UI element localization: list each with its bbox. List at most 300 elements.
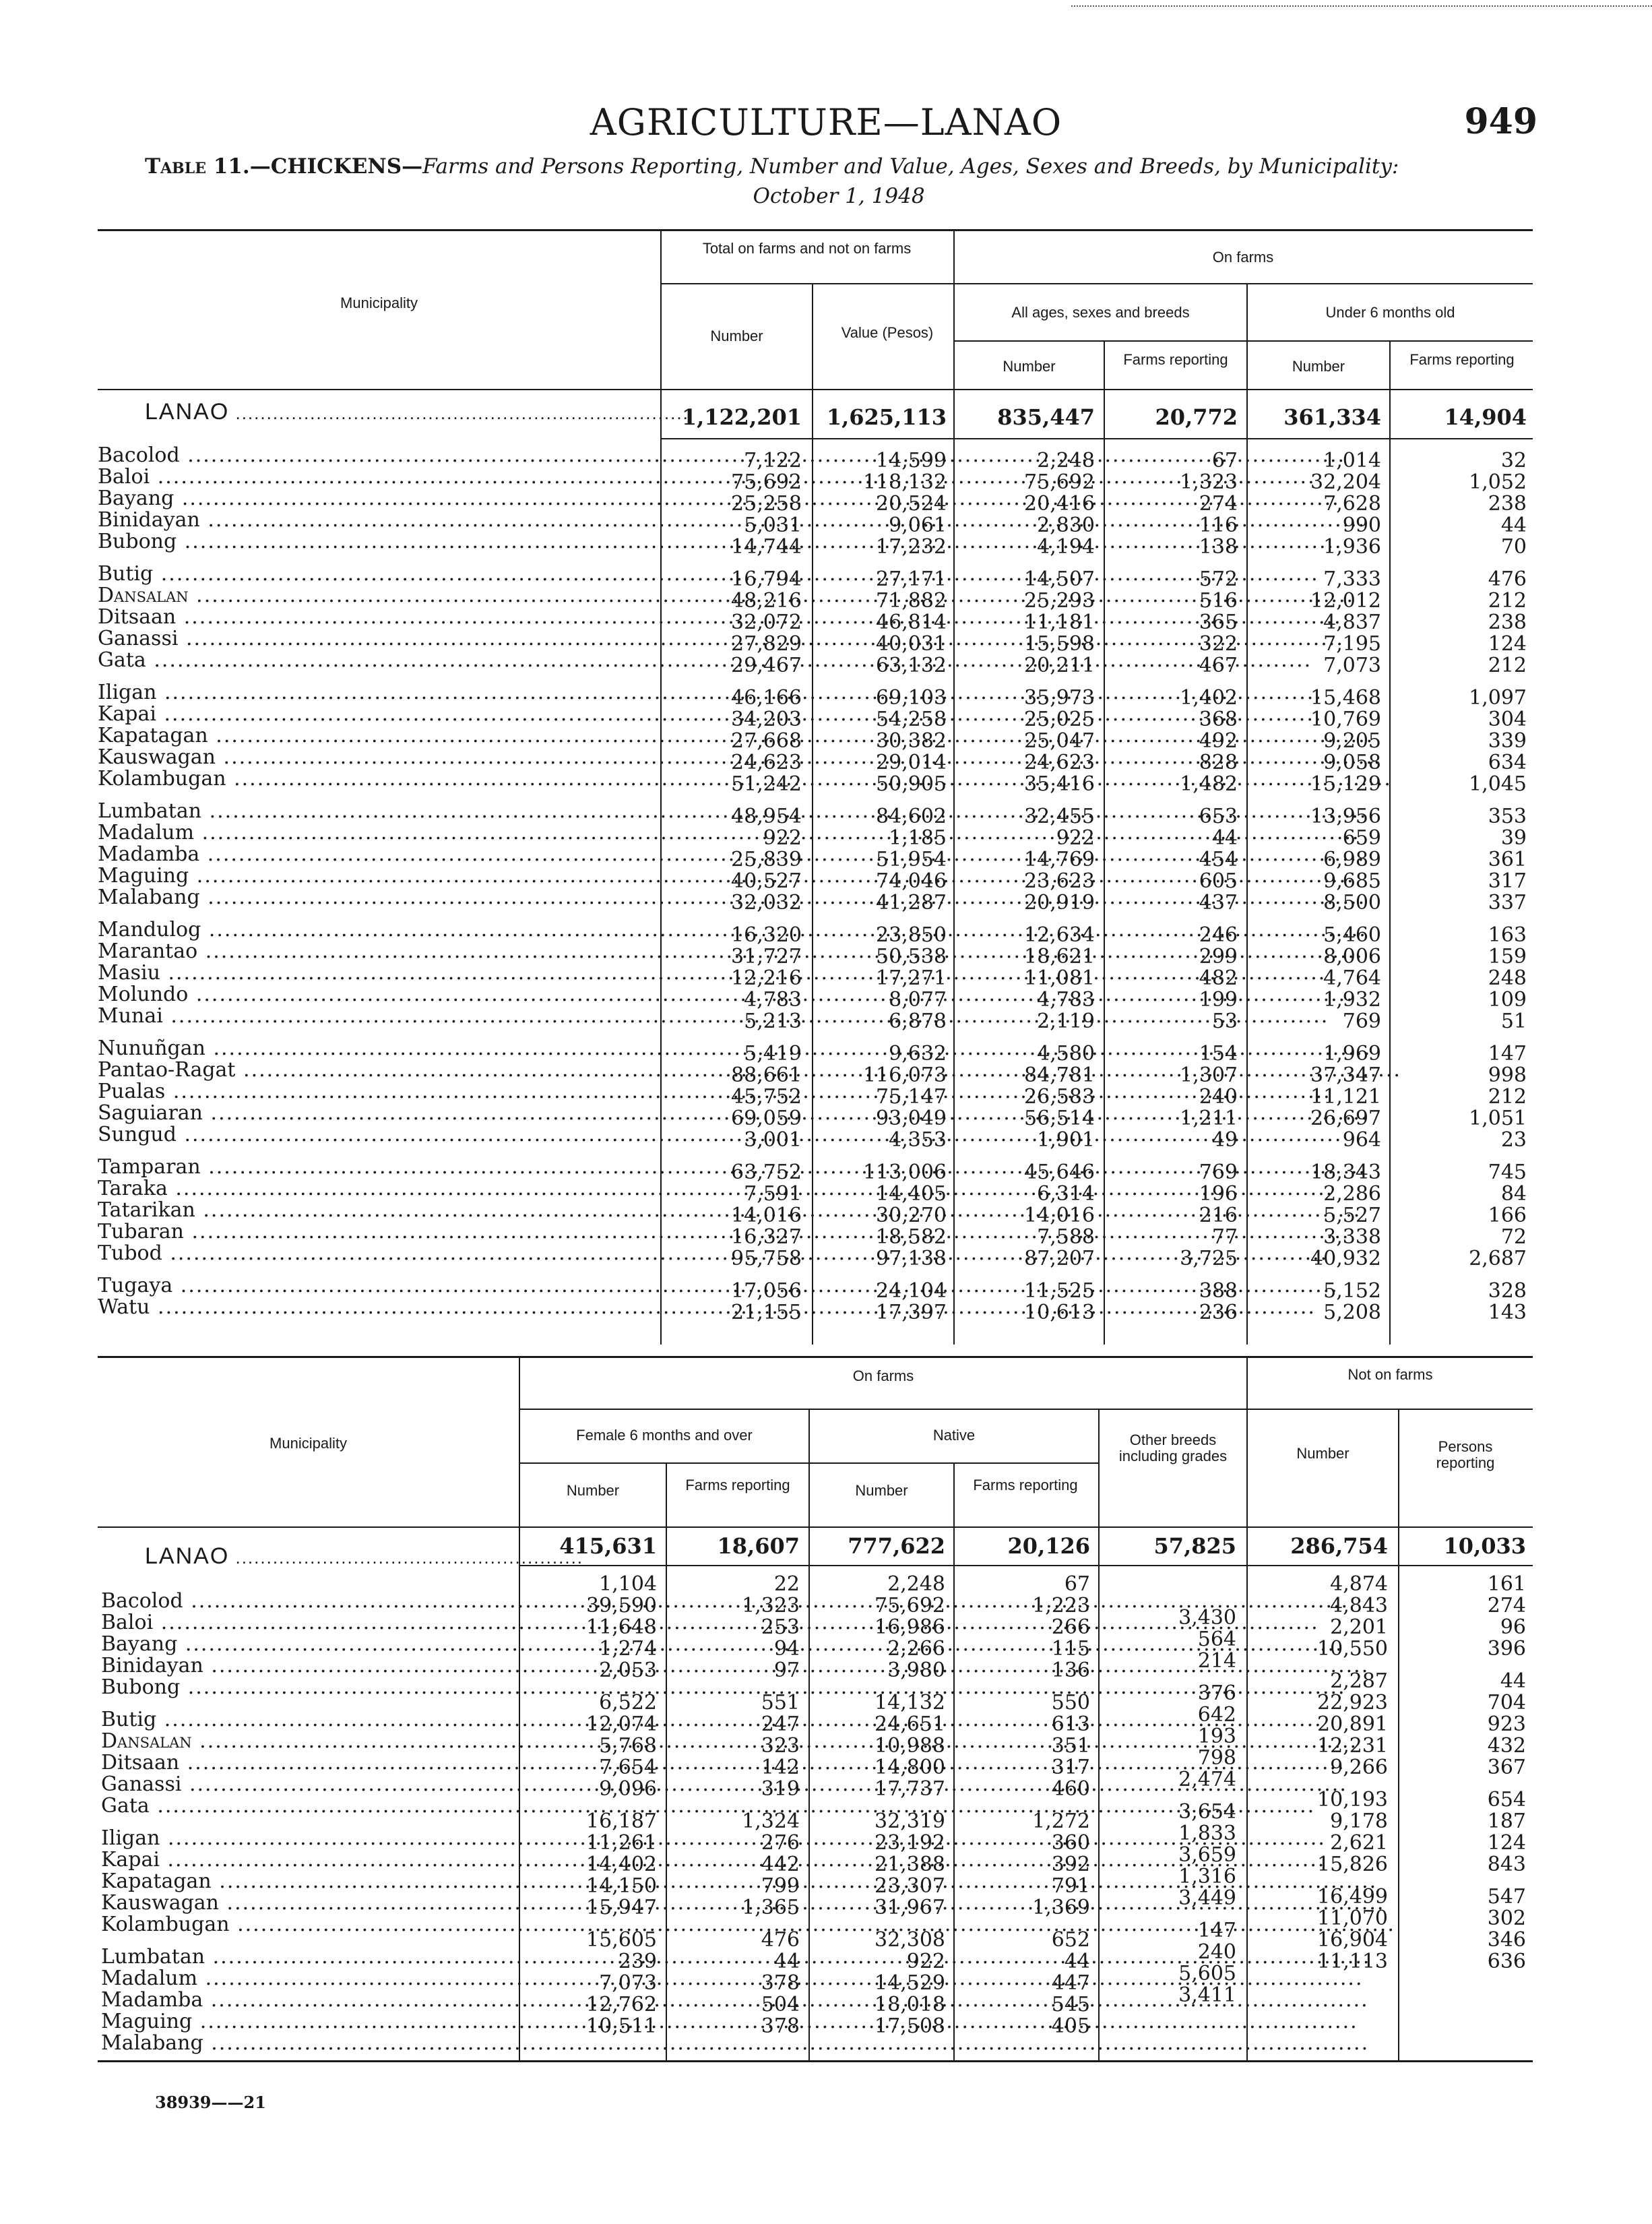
cell-value: 922 [1056,826,1095,850]
municipality-name: Marantao ..... [98,941,657,962]
cell-value: 32 [1500,449,1527,472]
cell-value: 15,468 [1310,686,1381,710]
cell-value: 4,874 [1330,1572,1388,1596]
municipality-name: Dansalan ..... [98,585,657,607]
cell-value: 317 [1488,869,1527,893]
cell-value: 6,878 [889,1010,947,1033]
cell-value: 16,187 [586,1810,657,1833]
cell-value: 6,989 [1323,848,1381,871]
cell-value: 798 [1197,1746,1236,1770]
cell-value: 9,178 [1330,1810,1388,1833]
t2-col-other-breeds [1102,1607,1236,2006]
t2-header-persons: Persons reporting [1436,1438,1495,1471]
cell-value: 15,826 [1317,1853,1388,1876]
cell-value: 365 [1199,611,1238,634]
cell-value: 214 [1197,1649,1236,1673]
t2-province: LANAO ........................................................ [145,1543,584,1569]
cell-value: 32,319 [875,1810,945,1833]
cell-value: 14,016 [731,1204,802,1227]
municipality-name: Tubaran ..... [98,1221,657,1243]
cell-value: 69,103 [876,686,947,710]
cell-value: 2,621 [1330,1831,1388,1855]
cell-value: 274 [1487,1594,1526,1617]
cell-value: 360 [1051,1831,1090,1855]
cell-value: 5,605 [1178,1962,1236,1985]
cell-value: 96 [1500,1615,1526,1639]
cell-value: 67 [1064,1572,1090,1596]
cell-value: 5,419 [744,1042,802,1065]
cell-value: 9,685 [1323,869,1381,893]
t1-total-value: 1,625,113 [826,404,947,430]
cell-value: 704 [1487,1691,1526,1715]
cell-value: 12,231 [1317,1734,1388,1758]
t1-header-total: Total on farms and not on farms [702,240,912,257]
cell-value: 44 [1211,826,1238,850]
cell-value: 322 [1199,632,1238,656]
cell-value: 1,932 [1323,988,1381,1012]
cell-value: 15,605 [586,1928,657,1952]
cell-value: 14,800 [875,1756,945,1779]
cell-value: 35,416 [1024,772,1095,796]
cell-value: 3,659 [1178,1843,1236,1867]
cell-value: 3,449 [1178,1886,1236,1910]
cell-value: 367 [1487,1756,1526,1779]
cell-value: 75,147 [876,1085,947,1109]
cell-value: 40,031 [876,632,947,656]
t1-province: LANAO ......................................................................... [145,399,689,425]
cell-value: 17,271 [876,966,947,990]
cell-value: 653 [1199,805,1238,828]
cell-value: 10,511 [586,2014,657,2038]
cell-value: 136 [1051,1659,1090,1682]
cell-value: 745 [1488,1161,1527,1184]
t2-total-native-number: 777,622 [848,1533,945,1559]
cell-value: 45,752 [731,1085,802,1109]
cell-value: 4,783 [744,988,802,1012]
cell-value: 3,654 [1178,1800,1236,1824]
cell-value: 24,651 [875,1712,945,1736]
t1-col-total-number [664,450,802,1324]
cell-value: 2,248 [1037,449,1095,472]
municipality-name: Bayang ..... [101,1634,512,1655]
cell-value: 56,514 [1024,1107,1095,1130]
cell-value: 199 [1199,988,1238,1012]
cell-value: 460 [1051,1777,1090,1801]
municipality-name: Madamba ..... [101,1989,512,2011]
cell-value: 24,623 [731,751,802,774]
cell-value: 799 [761,1874,800,1898]
cell-value: 116 [1199,514,1238,537]
cell-value: 13,956 [1310,805,1381,828]
t1-top-rule [98,229,1533,231]
cell-value: 30,382 [876,729,947,753]
caption-lead: Table 11.—CHICKENS— [145,154,423,179]
cell-value: 124 [1487,1831,1526,1855]
cell-value: 159 [1488,945,1527,968]
top-dotted-rule [1071,5,1652,7]
cell-value: 828 [1199,751,1238,774]
cell-value: 48,216 [731,589,802,613]
cell-value: 1,211 [1180,1107,1238,1130]
cell-value: 23 [1500,1128,1527,1152]
cell-value: 2,687 [1469,1247,1527,1270]
cell-value: 467 [1199,654,1238,677]
cell-value: 990 [1342,514,1381,537]
t2-col-female-number [522,1574,657,2037]
t2-col-notfarm-persons [1401,1574,1526,1973]
t1-header-on-farms: On farms [1212,249,1274,266]
t2-header-female-number: Number [566,1482,620,1499]
cell-value: 482 [1199,966,1238,990]
cell-value: 5,031 [744,514,802,537]
cell-value: 1,369 [1032,1896,1090,1919]
cell-value: 41,287 [876,891,947,915]
cell-value: 3,001 [744,1128,802,1152]
cell-value: 113,006 [862,1161,947,1184]
cell-value: 17,232 [876,535,947,559]
cell-value: 39 [1500,826,1527,850]
t1-col-all-number [957,450,1095,1324]
t2-header-native: Native [932,1427,976,1444]
cell-value: 115 [1051,1637,1090,1661]
t1-total-under6-farms: 14,904 [1444,404,1527,430]
cell-value: 37,347 [1310,1063,1381,1087]
cell-value: 23,623 [1024,869,1095,893]
cell-value: 14,150 [586,1874,657,1898]
cell-value: 7,073 [1323,654,1381,677]
cell-value: 17,056 [731,1279,802,1303]
cell-value: 20,891 [1317,1712,1388,1736]
cell-value: 30,270 [876,1204,947,1227]
footer-code: 38939——21 [155,2093,266,2112]
cell-value: 998 [1488,1063,1527,1087]
cell-value: 124 [1488,632,1527,656]
cell-value: 353 [1488,805,1527,828]
municipality-name: Kapatagan ..... [101,1871,512,1892]
municipality-name: Taraka ..... [98,1178,657,1200]
t1-col-under6-farms [1392,450,1527,1324]
municipality-name: Pantao-Ragat ..... [98,1059,657,1081]
cell-value: 1,052 [1469,470,1527,494]
cell-value: 163 [1488,923,1527,947]
cell-value: 1,223 [1032,1594,1090,1617]
cell-value: 276 [761,1831,800,1855]
cell-value: 1,185 [889,826,947,850]
cell-value: 50,538 [876,945,947,968]
cell-value: 25,258 [731,492,802,516]
municipality-name: Kapai ..... [101,1849,512,1871]
municipality-name: Ditsaan ..... [101,1752,512,1774]
t2-col-native-farms [957,1574,1090,2037]
cell-value: 32,032 [731,891,802,915]
municipality-name: Kapai ..... [98,704,657,725]
cell-value: 376 [1197,1681,1236,1705]
cell-value: 302 [1487,1907,1526,1930]
cell-value: 5,152 [1323,1279,1381,1303]
cell-value: 142 [761,1756,800,1779]
cell-value: 3,725 [1180,1247,1238,1270]
cell-value: 11,121 [1310,1085,1381,1109]
cell-value: 138 [1199,535,1238,559]
cell-value: 187 [1487,1810,1526,1833]
cell-value: 5,527 [1323,1204,1381,1227]
municipality-name: Gata ..... [98,650,657,671]
cell-value: 240 [1197,1940,1236,1964]
cell-value: 5,213 [744,1010,802,1033]
cell-value: 236 [1199,1301,1238,1324]
cell-value: 351 [1051,1734,1090,1758]
municipality-name: Ganassi ..... [101,1774,512,1795]
caption-rest: Farms and Persons Reporting, Number and Value, Ages, Sexes and Breeds, by Municipality: [422,154,1399,179]
cell-value: 642 [1197,1703,1236,1727]
municipality-name: Butig ..... [101,1709,512,1731]
cell-value: 368 [1199,708,1238,731]
t2-header-on-farms: On farms [852,1367,914,1384]
cell-value: 21,388 [875,1853,945,1876]
cell-value: 14,402 [586,1853,657,1876]
cell-value: 504 [761,1993,800,2016]
cell-value: 323 [761,1734,800,1758]
cell-value: 97,138 [876,1247,947,1270]
cell-value: 516 [1199,589,1238,613]
cell-value: 12,074 [586,1712,657,1736]
cell-value: 44 [773,1950,800,1973]
municipality-name: Watu ..... [98,1297,657,1318]
cell-value: 4,353 [889,1128,947,1152]
municipality-name: Ditsaan ..... [98,607,657,628]
t2-total-other-breeds: 57,825 [1153,1533,1236,1559]
cell-value: 22 [773,1572,800,1596]
page-number: 949 [1464,101,1537,142]
cell-value: 9,096 [599,1777,657,1801]
municipality-name: Lumbatan ..... [101,1946,512,1968]
cell-value: 94 [773,1637,800,1661]
cell-value: 3,411 [1178,1983,1236,2007]
cell-value: 3,430 [1178,1606,1236,1630]
cell-value: 51 [1500,1010,1527,1033]
cell-value: 15,598 [1024,632,1095,656]
cell-value: 396 [1487,1637,1526,1661]
municipality-name: Madamba ..... [98,844,657,865]
cell-value: 95,758 [731,1247,802,1270]
cell-value: 605 [1199,869,1238,893]
cell-value: 216 [1199,1204,1238,1227]
cell-value: 4,843 [1330,1594,1388,1617]
cell-value: 7,591 [744,1182,802,1206]
municipality-name: Pualas ..... [98,1081,657,1103]
municipality-name: Malabang ..... [98,887,657,908]
cell-value: 23,192 [875,1831,945,1855]
cell-value: 547 [1487,1885,1526,1909]
cell-value: 166 [1488,1204,1527,1227]
municipality-name: Kolambugan ..... [98,768,657,790]
cell-value: 437 [1199,891,1238,915]
cell-value: 75,692 [1024,470,1095,494]
cell-value: 67 [1211,449,1238,472]
cell-value: 20,919 [1024,891,1095,915]
cell-value: 239 [618,1950,657,1973]
cell-value: 5,460 [1323,923,1381,947]
municipality-name: Masiu ..... [98,962,657,984]
cell-value: 25,047 [1024,729,1095,753]
cell-value: 5,208 [1323,1301,1381,1324]
cell-value: 16,327 [731,1225,802,1249]
cell-value: 247 [761,1712,800,1736]
cell-value: 11,070 [1317,1907,1388,1930]
t1-total-all-farms: 20,772 [1155,404,1238,430]
caption-date: October 1, 1948 [753,184,925,208]
cell-value: 240 [1199,1085,1238,1109]
table-caption [145,152,1533,211]
t1-col-all-farms [1106,450,1238,1324]
municipality-name: Bacolod ..... [101,1590,512,1612]
municipality-name: Kauswagan ..... [101,1892,512,1914]
cell-value: 196 [1199,1182,1238,1206]
cell-value: 564 [1197,1628,1236,1651]
municipality-name: Kapatagan ..... [98,725,657,747]
cell-value: 23,850 [876,923,947,947]
cell-value: 1,307 [1180,1063,1238,1087]
cell-value: 17,508 [875,2014,945,2038]
t2-header-other-breeds: Other breeds including grades [1118,1431,1228,1464]
cell-value: 346 [1487,1928,1526,1952]
cell-value: 87,207 [1024,1247,1095,1270]
municipality-name: Kauswagan ..... [98,747,657,768]
cell-value: 922 [906,1950,945,1973]
cell-value: 843 [1487,1853,1526,1876]
cell-value: 550 [1051,1691,1090,1715]
t1-header-all-ages: All ages, sexes and breeds [1011,304,1190,321]
cell-value: 77 [1211,1225,1238,1249]
municipality-name: Bubong ..... [101,1677,512,1698]
cell-value: 14,529 [875,1971,945,1995]
cell-value: 7,122 [744,449,802,472]
cell-value: 769 [1342,1010,1381,1033]
cell-value: 7,333 [1323,567,1381,591]
cell-value: 118,132 [862,470,947,494]
municipality-name: Madalum ..... [101,1968,512,1989]
cell-value: 319 [761,1777,800,1801]
cell-value: 16,320 [731,923,802,947]
cell-value: 17,397 [876,1301,947,1324]
cell-value: 14,744 [731,535,802,559]
cell-value: 9,058 [1323,751,1381,774]
t1-col-total-value [815,450,947,1324]
municipality-name: Iligan ..... [98,682,657,704]
cell-value: 31,967 [875,1896,945,1919]
t1-total-number: 1,122,201 [681,404,802,430]
municipality-name: Lumbatan ..... [98,801,657,822]
municipality-name: Sungud ..... [98,1124,657,1146]
cell-value: 12,634 [1024,923,1095,947]
cell-value: 4,580 [1037,1042,1095,1065]
t2-total-native-farms: 20,126 [1007,1533,1090,1559]
t2-total-notfarm-persons: 10,033 [1443,1533,1526,1559]
cell-value: 24,623 [1024,751,1095,774]
cell-value: 405 [1051,2014,1090,2038]
cell-value: 3,980 [887,1659,945,1682]
cell-value: 14,507 [1024,567,1095,591]
cell-value: 2,287 [1330,1669,1388,1693]
cell-value: 53 [1211,1010,1238,1033]
cell-value: 476 [1488,567,1527,591]
cell-value: 24,104 [876,1279,947,1303]
cell-value: 1,323 [1180,470,1238,494]
municipality-name: Dansalan ..... [101,1731,512,1752]
cell-value: 46,814 [876,611,947,634]
cell-value: 2,119 [1037,1010,1095,1033]
cell-value: 1,274 [599,1637,657,1661]
cell-value: 4,194 [1037,535,1095,559]
t1-header-under6-number: Number [1292,358,1345,375]
municipality-name: Nunuñgan ..... [98,1038,657,1059]
cell-value: 2,201 [1330,1615,1388,1639]
t2-total-notfarm-number: 286,754 [1290,1533,1388,1559]
cell-value: 246 [1199,923,1238,947]
cell-value: 5,768 [599,1734,657,1758]
cell-value: 84 [1500,1182,1527,1206]
cell-value: 45,646 [1024,1161,1095,1184]
cell-value: 545 [1051,1993,1090,2016]
cell-value: 1,316 [1178,1865,1236,1888]
cell-value: 32,204 [1310,470,1381,494]
cell-value: 447 [1051,1971,1090,1995]
municipality-name: Malabang ..... [101,2033,512,2054]
cell-value: 1,051 [1469,1107,1527,1130]
cell-value: 44 [1500,1669,1526,1693]
municipality-name: Ganassi ..... [98,628,657,650]
t2-header-municipality: Municipality [269,1435,347,1452]
cell-value: 1,482 [1180,772,1238,796]
cell-value: 161 [1487,1572,1526,1596]
t2-total-female-number: 415,631 [559,1533,657,1559]
cell-value: 1,833 [1178,1822,1236,1845]
cell-value: 35,973 [1024,686,1095,710]
cell-value: 11,113 [1317,1950,1388,1973]
cell-value: 9,205 [1323,729,1381,753]
cell-value: 248 [1488,966,1527,990]
cell-value: 11,261 [586,1831,657,1855]
t1-header-municipality: Municipality [340,295,418,311]
municipality-name: Madalum ..... [98,822,657,844]
cell-value: 12,762 [586,1993,657,2016]
cell-value: 25,839 [731,848,802,871]
cell-value: 93,049 [876,1107,947,1130]
t2-municipality-names [101,1590,512,2054]
cell-value: 15,947 [586,1896,657,1919]
cell-value: 22,923 [1317,1691,1388,1715]
cell-value: 9,266 [1330,1756,1388,1779]
cell-value: 44 [1064,1950,1090,1973]
cell-value: 32,072 [731,611,802,634]
cell-value: 27,829 [731,632,802,656]
municipality-name: Munai ..... [98,1006,657,1027]
cell-value: 304 [1488,708,1527,731]
t1-municipality-names [98,445,657,1318]
cell-value: 964 [1342,1128,1381,1152]
cell-value: 6,522 [599,1691,657,1715]
cell-value: 14,599 [876,449,947,472]
cell-value: 154 [1199,1042,1238,1065]
municipality-name: Bayang ..... [98,488,657,509]
cell-value: 29,467 [731,654,802,677]
cell-value: 2,053 [599,1659,657,1682]
cell-value: 71,882 [876,589,947,613]
cell-value: 1,014 [1323,449,1381,472]
cell-value: 84,602 [876,805,947,828]
cell-value: 378 [761,1971,800,1995]
t2-col-female-farms [668,1574,800,2037]
